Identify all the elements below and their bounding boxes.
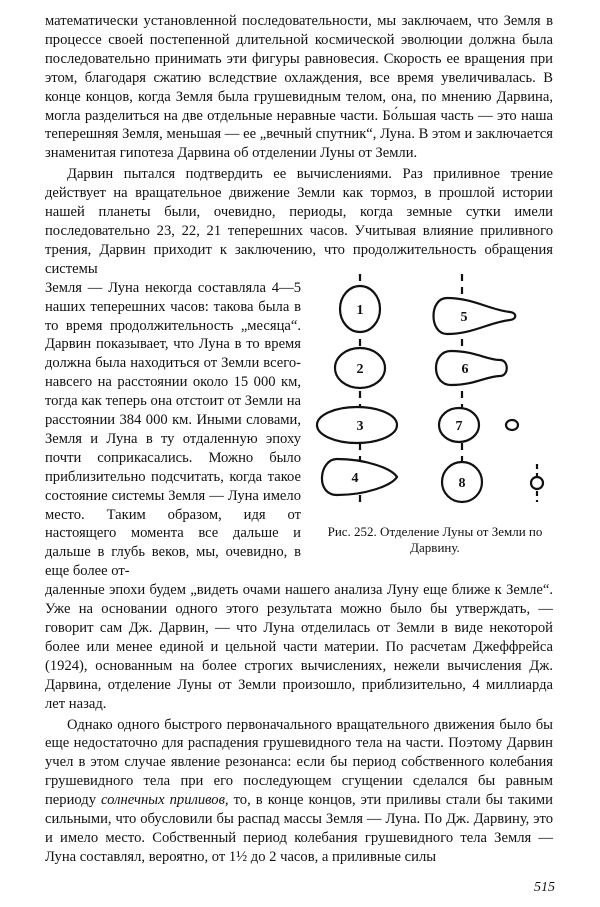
paragraph-3-start: Однако одного быстрого первоначального вращательного движения было бы еще недостаточно для распадения грушевидного тела на части. Поэтому Дарвин учел в этом случае явление резонанса: если бы период собственного колебания грушевидного тела при его последующем сгущении сделался бы равным периоду <box>45 716 553 809</box>
paragraph-3 <box>45 716 553 867</box>
figure-label-8: 8 <box>458 476 466 491</box>
paragraph-2-rest: даленные эпохи будем „видеть очами нашего анализа Луну еще ближе к Земле“. Уже на основании одного этого результата можно было бы утверждать, — говорит сам Дж. Дарвин, — что Луна отделилась от Земли в виде некоторой более или менее единой и цельной части материи. По расчетам Джеффрейса (1924), основанным на более строгих вычислениях, нежели вычисления Дж. Дарвина, отделение Луны от Земли произошло, приблизительно, 4 миллиарда лет назад. <box>45 582 553 712</box>
figure-shape-6 <box>436 351 507 385</box>
figure-label-4: 4 <box>351 471 359 486</box>
figure-shape-5 <box>434 298 516 334</box>
figure-label-1: 1 <box>356 303 364 318</box>
figure-caption: Рис. 252. Отделение Луны от Земли по Дарвину. <box>327 524 543 555</box>
figure-label-7: 7 <box>455 419 463 434</box>
figure-drawing <box>305 272 565 522</box>
paragraph-3-end: , то, в конце концов, эти приливы стали бы такими сильными, что обусловили бы распад массы Земля — Луна. По Дж. Дарвину, это и имело место. Собственный период колебания грушевидного тела Земля — Луна составлял, вероятно, от 1½ до 2 часов, а приливные силы <box>45 792 553 865</box>
paragraph-1: математически установленной последовательности, мы заключаем, что Земля в процессе своей постепенной длительной космической эволюции должна была последовательно принимать эти фигуры равновесия. Скорость ее вращения при этом, благодаря сжатию вследствие охлаждения, все время увеличивалась. В конце концов, когда Земля была грушевидным телом, она, по мнению Дарвина, могла разделиться на две отдельные неравные части. Бо́льшая часть — это наша теперешняя Земля, меньшая — ее „вечный спутник“, Луна. В этом и заключается знаменитая гипотеза Дарвина об отделении Луны от Земли. <box>45 13 553 162</box>
paragraph-2-full-width: Дарвин пытался подтвердить ее вычислениями. Раз приливное трение действует на вращательное движение Земли как тормоз, в прошлой истории нашей планеты были, очевидно, периоды, когда земные сутки имели последовательно 23, 22, 21 теперешних часов. Учитывая влияние приливного трения, Дарвин приходит к заключению, что продолжительность обращения системы <box>45 166 553 277</box>
figure-shape-7-moon <box>506 420 518 430</box>
figure-label-6: 6 <box>461 362 469 377</box>
figure-252 <box>305 272 565 572</box>
figure-shape-4 <box>322 459 397 495</box>
figure-label-2: 2 <box>356 362 364 377</box>
page-number: 515 <box>534 880 555 895</box>
paragraph-3-italic: солнечных приливов <box>101 792 225 809</box>
paragraph-2-narrow-column: Земля — Луна некогда составляла 4—5 наших теперешних часов: такова была в то время продолжительность „месяца“. Дарвин показывает, что Луна в то время должна была находиться от Земли всего-навсего на расстоянии около 15 000 км, тогда как теперь она отстоит от Земли на расстоянии 384 000 км. Иными словами, Земля и Луна в ту отдаленную эпоху почти соприкасались. Можно было приблизительно подсчитать, когда такое состояние системы Земля — Луна имело место. Таким образом, идя от настоящего момента все дальше и дальше в глубь веков, мы, очевидно, в еще более от- <box>45 279 301 580</box>
figure-label-5: 5 <box>460 310 468 325</box>
figure-label-3: 3 <box>356 419 364 434</box>
figure-shape-8-moon <box>531 477 543 489</box>
